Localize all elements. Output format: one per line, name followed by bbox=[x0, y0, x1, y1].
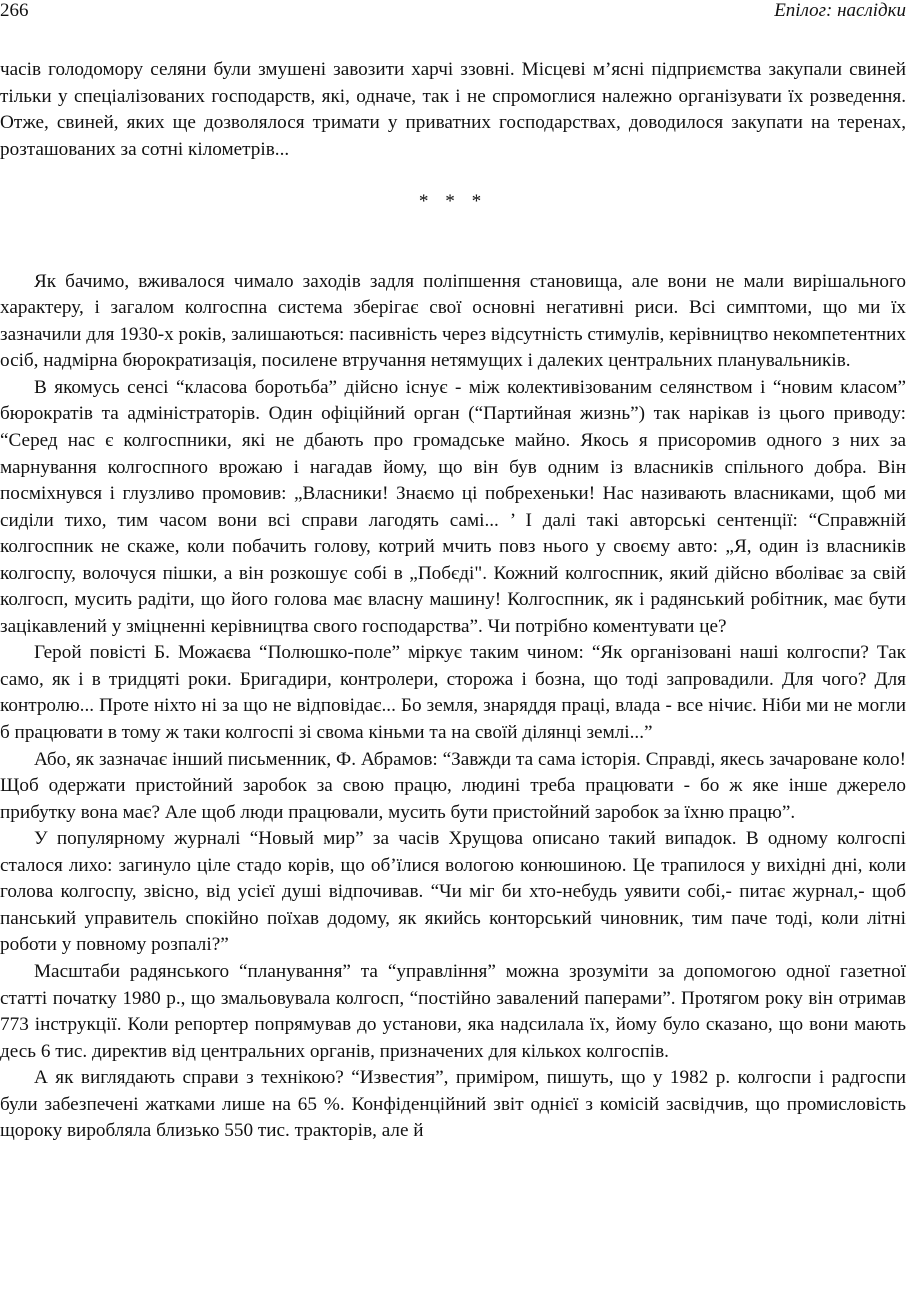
page-number: 266 bbox=[0, 0, 29, 21]
paragraph: У популярному журналі “Новый мир” за часів Хрущова описано такий випадок. В одному колгоспі сталося лихо: загинуло ціле стадо корів, що об’їлися вологою конюшиною. Це трапилося у вихідні дні, коли голова колгоспу, звісно, від усієї душі відпочивав. “Чи міг би хто-небудь уявити собі,- питає журнал,- щоб панський управитель спокійно поїхав додому, як якийсь конторський чиновник, тим паче тоді, коли літні роботи у повному розпалі?” bbox=[0, 828, 906, 956]
paragraph: Як бачимо, вживалося чимало заходів задля поліпшення становища, але вони не мали вирішального характеру, і загалом колгоспна система зберігає свої основні негативні риси. Всі симптоми, що ми їх зазначили для 1930-х років, залишаються: пасивність через відсутність стимулів, керівництво некомпетентних осіб, надмірна бюрократизація, посилене втручання нетямущих і далеких центральних планувальників. bbox=[0, 270, 906, 372]
page-body bbox=[0, 57, 906, 1145]
section-separator: * * * bbox=[418, 191, 488, 213]
paragraph: Масштаби радянського “планування” та “управління” можна зрозуміти за допомогою одної газетної статті початку 1980 р., що змальовувала колгосп, “постійно завалений паперами”. Протягом року він отримав 773 інструкції. Коли репортер попрямував до установи, яка надсилала їх, йому було сказано, що вони мають десь 6 тис. директив від центральних органів, призначених для кількох колгоспів. bbox=[0, 960, 906, 1062]
paragraph-continued: часів голодомору селяни були змушені завозити харчі ззовні. Місцеві м’ясні підприємства закупали свиней тільки у спеціалізованих господарств, які, одначе, так і не спромоглися належно організувати їх розведення. Отже, свиней, яких ще дозволялося тримати у приватних господарствах, доводилося закупати на теренах, розташованих за сотні кілометрів... bbox=[0, 59, 906, 160]
paragraph: Або, як зазначає інший письменник, Ф. Абрамов: “Завжди та сама історія. Справді, якесь зачароване коло! Щоб одержати пристойний заробок за свою працю, людині треба працювати - бо ж яке інше джерело прибутку вона має? Але щоб люди працювали, мусить бути пристойний заробок за їхню працю”. bbox=[0, 748, 906, 823]
running-title: Епілог: наслідки bbox=[774, 0, 906, 21]
paragraph: В якомусь сенсі “класова боротьба” дійсно існує - між колективізованим селянством і “новим класом” бюрократів та адміністраторів. Один офіційний орган (“Партийная жизнь”) так нарікав із цього приводу: “Серед нас є колгоспники, які не дбають про громадське майно. Якось я присоромив одного з них за марнування колгоспного врожаю і нагадав йому, що він був одним із власників спільного добра. Він посміхнувся і глузливо промовив: „Власники! Знаємо ці побрехеньки! Нас називають власниками, щоб ми сиділи тихо, тим часом вони всі справи лагодять самі... ’ І далі такі авторські сентенції: “Справжній колгоспник не скаже, коли побачить голову, котрий мчить повз нього у своєму авто: „Я, один із власників колгоспу, волочуся пішки, а він розкошує собі в „Побєді". Кожний колгоспник, який дійсно вболіває за свій колгосп, мусить радіти, що його голова має власну машину! Колгоспник, як і радянський робітник, має бути зацікавлений у зміцненні керівництва свого господарства”. Чи потрібно коментувати це? bbox=[0, 376, 906, 637]
page-header bbox=[0, 0, 908, 24]
paragraph: Герой повісті Б. Можаєва “Полюшко-поле” міркує таким чином: “Як організовані наші колгоспи? Так само, як і в тридцяті роки. Бригадири, контролери, сторожа і бозна, що тоді запровадили. Для чого? Для контролю... Проте ніхто ні за що не відповідає... Бо земля, знаряддя праці, влада - все нічиє. Ніби ми не могли б працювати в тому ж таки колгоспі зі свома кіньми та на своїй ділянці землі...” bbox=[0, 642, 906, 744]
paragraph: А як виглядають справи з технікою? “Известия”, приміром, пишуть, що у 1982 р. колгоспи і радгоспи були забезпечені жатками лише на 65 %. Конфіденційний звіт однієї з комісій засвідчив, що промисловість щороку виробляла близько 550 тис. тракторів, але й bbox=[0, 1067, 906, 1142]
